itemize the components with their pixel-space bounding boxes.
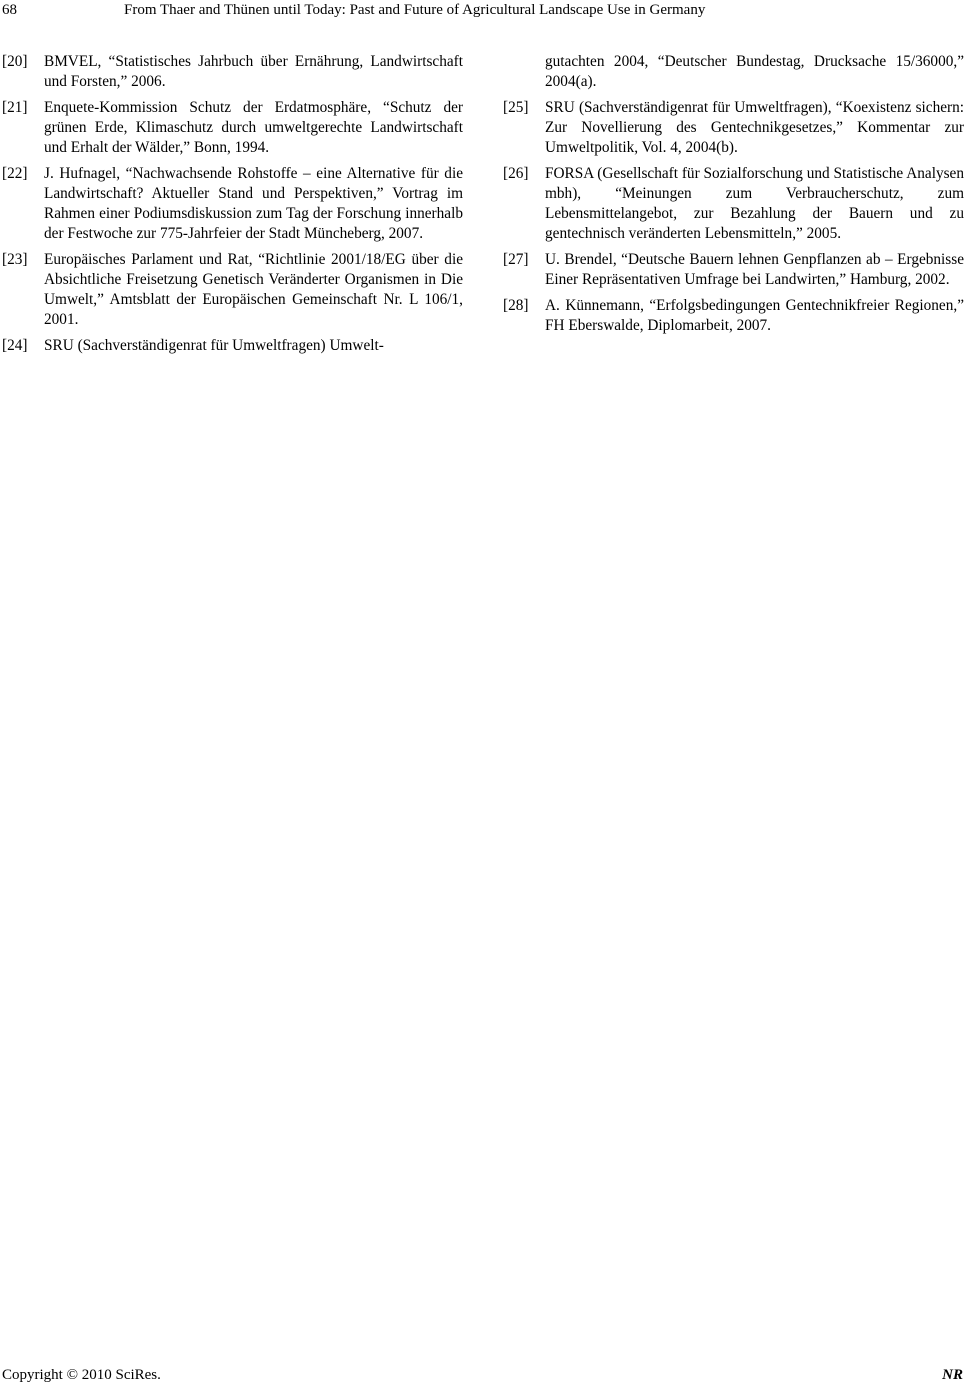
reference-text: FORSA (Gesellschaft für Sozialforschung und Statistische Analysen mbh), “Meinungen zum Verbraucherschutz, zum Lebensmittelangebot, zur Bezahlung der Bauern und zu gentechnisch veränderten Lebensmitteln,” 2005. (545, 165, 964, 242)
page-number: 68 (2, 2, 17, 18)
reference-text: BMVEL, “Statistisches Jahrbuch über Ernährung, Landwirtschaft und Forsten,” 2006. (44, 53, 463, 90)
reference-number: [26] (503, 165, 529, 182)
reference-number: [23] (2, 251, 28, 268)
copyright-notice: Copyright © 2010 SciRes. (2, 1367, 161, 1383)
reference-number: [25] (503, 99, 529, 116)
reference-text: Enquete-Kommission Schutz der Erdatmosphäre, “Schutz der grünen Erde, Klimaschutz durch umweltgerechte Landwirtschaft und Erhalt der Wälder,” Bonn, 1994. (44, 99, 463, 156)
journal-abbreviation: NR (942, 1367, 963, 1383)
reference-number: [28] (503, 297, 529, 314)
reference-item (503, 296, 964, 336)
reference-number: [22] (2, 165, 28, 182)
reference-number: [27] (503, 251, 529, 268)
reference-item (2, 52, 463, 92)
reference-item (503, 98, 964, 158)
reference-text: gutachten 2004, “Deutscher Bundestag, Drucksache 15/36000,” 2004(a). (545, 53, 964, 90)
reference-text: J. Hufnagel, “Nachwachsende Rohstoffe – eine Alternative für die Landwirtschaft? Aktueller Stand und Perspektiven,” Vortrag im Rahmen einer Podiumsdiskussion zum Tag der Forschung innerhalb der Festwoche zur 775-Jahrfeier der Stadt Müncheberg, 2007. (44, 165, 463, 242)
reference-item (503, 250, 964, 290)
reference-text: SRU (Sachverständigenrat für Umweltfragen) Umwelt- (44, 337, 384, 354)
page-header (0, 0, 965, 24)
reference-item (2, 336, 463, 356)
reference-text: SRU (Sachverständigenrat für Umweltfragen), “Koexistenz sichern: Zur Novellierung des Gentechnikgesetzes,” Kommentar zur Umweltpolitik, Vol. 4, 2004(b). (545, 99, 964, 156)
page-footer (0, 1366, 965, 1386)
reference-number: [21] (2, 99, 28, 116)
reference-number: [24] (2, 337, 28, 354)
running-title: From Thaer and Thünen until Today: Past and Future of Agricultural Landscape Use in Germany (124, 2, 706, 18)
reference-text: U. Brendel, “Deutsche Bauern lehnen Genpflanzen ab – Ergebnisse Einer Repräsentativen Umfrage bei Landwirten,” Hamburg, 2002. (545, 251, 964, 288)
reference-item (2, 164, 463, 244)
references-left-column (2, 52, 463, 362)
reference-number: [20] (2, 53, 28, 70)
reference-item (2, 98, 463, 158)
reference-text: A. Künnemann, “Erfolgsbedingungen Gentechnikfreier Regionen,” FH Eberswalde, Diplomarbeit, 2007. (545, 297, 964, 334)
reference-continuation (503, 52, 964, 92)
references-right-column (503, 52, 964, 342)
reference-text: Europäisches Parlament und Rat, “Richtlinie 2001/18/EG über die Absichtliche Freisetzung Genetisch Veränderter Organismen in Die Umwelt,” Amtsblatt der Europäischen Gemeinschaft Nr. L 106/1, 2001. (44, 251, 463, 328)
reference-item (2, 250, 463, 330)
reference-item (503, 164, 964, 244)
